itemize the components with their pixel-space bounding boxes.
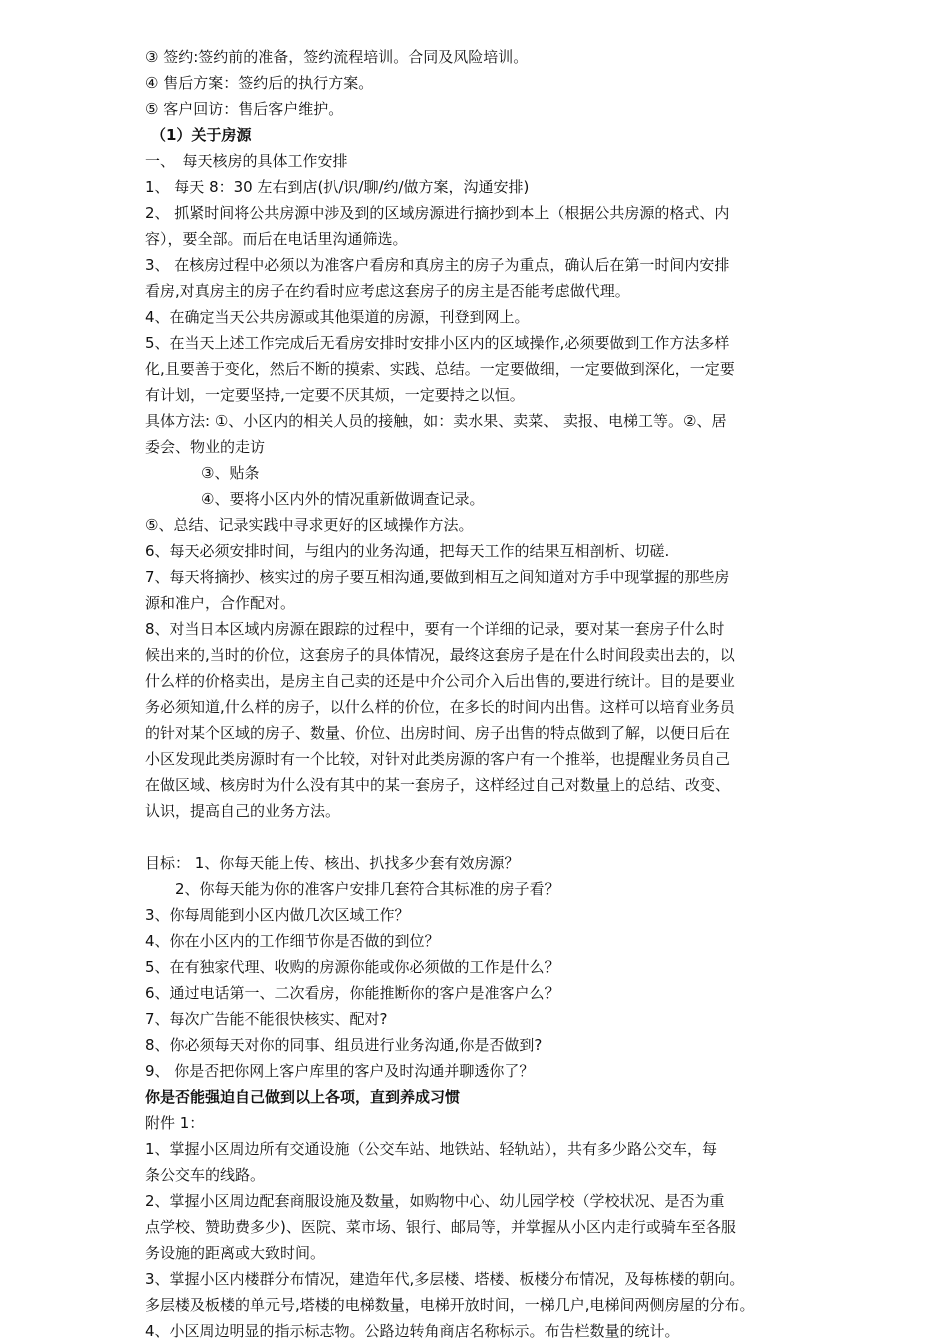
text-line: 条公交车的线路。 — [145, 1166, 266, 1184]
text-line: ④、要将小区内外的情况重新做调查记录。 — [201, 490, 485, 508]
text-line: 8、你必须每天对你的同事、组员进行业务沟通,你是否做到? — [145, 1036, 543, 1054]
text-line: 附件 1： — [145, 1114, 205, 1132]
text-line: 委会、物业的走访 — [145, 438, 266, 456]
text-line: 1、 每天 8：30 左右到店(扒/识/聊/约/做方案，沟通安排) — [145, 178, 530, 196]
text-line: 在做区域、核房时为什么没有其中的某一套房子，这样经过自己对数量上的总结、改变、 — [145, 776, 731, 794]
text-line: 7、每次广告能不能很快核实、配对? — [145, 1010, 388, 1028]
text-line: ③、贴条 — [201, 464, 260, 482]
text-line: 3、你每周能到小区内做几次区域工作？ — [145, 906, 410, 924]
text-line: 5、在有独家代理、收购的房源你能或你必须做的工作是什么？ — [145, 958, 560, 976]
text-line: 1、掌握小区周边所有交通设施（公交车站、地铁站、轻轨站），共有多少路公交车，每 — [145, 1140, 718, 1158]
text-line: 什么样的价格卖出，是房主自己卖的还是中介公司介入后出售的,要进行统计。目的是要业 — [145, 672, 735, 690]
text-line: 5、在当天上述工作完成后无看房安排时安排小区内的区域操作,必须要做到工作方法多样 — [145, 334, 730, 352]
text-line: 2、 抓紧时间将公共房源中涉及到的区域房源进行摘抄到本上（根据公共房源的格式、内 — [145, 204, 730, 222]
text-line: 8、对当日本区域内房源在跟踪的过程中，要有一个详细的记录，要对某一套房子什么时 — [145, 620, 725, 638]
text-line: 2、掌握小区周边配套商服设施及数量，如购物中心、幼儿园学校（学校状况、是否为重 — [145, 1192, 725, 1210]
text-line: 4、在确定当天公共房源或其他渠道的房源，刊登到网上。 — [145, 308, 530, 326]
text-line: ③ 签约:签约前的准备，签约流程培训。合同及风险培训。 — [145, 48, 529, 66]
text-line: 目标： 1、你每天能上传、核出、扒找多少套有效房源？ — [145, 854, 520, 872]
text-line: 7、每天将摘抄、核实过的房子要互相沟通,要做到相互之间知道对方手中现掌握的那些房 — [145, 568, 730, 586]
text-line: 看房,对真房主的房子在约看时应考虑这套房子的房主是否能考虑做代理。 — [145, 282, 630, 300]
emphasis-line: 你是否能强迫自己做到以上各项，直到养成习惯 — [145, 1088, 461, 1106]
text-line: 源和准户，合作配对。 — [145, 594, 296, 612]
text-line: 6、每天必须安排时间，与组内的业务沟通，把每天工作的结果互相剖析、切磋. — [145, 542, 670, 560]
text-line: 4、小区周边明显的指示标志物。公路边转角商店名称标示。布告栏数量的统计。 — [145, 1322, 680, 1340]
text-line: 6、通过电话第一、二次看房，你能推断你的客户是准客户么？ — [145, 984, 560, 1002]
text-line: ④ 售后方案：签约后的执行方案。 — [145, 74, 374, 92]
text-line: 有计划，一定要坚持,一定要不厌其烦，一定要持之以恒。 — [145, 386, 525, 404]
text-line: 候出来的,当时的价位，这套房子的具体情况，最终这套房子是在什么时间段卖出去的，以 — [145, 646, 735, 664]
text-line: 小区发现此类房源时有一个比较，对针对此类房源的客户有一个推举，也提醒业务员自己 — [145, 750, 731, 768]
text-line: ⑤、总结、记录实践中寻求更好的区域操作方法。 — [145, 516, 474, 534]
spacer — [145, 824, 810, 850]
text-line: 4、你在小区内的工作细节你是否做的到位？ — [145, 932, 440, 950]
text-line: 化,且要善于变化，然后不断的摸索、实践、总结。一定要做细，一定要做到深化，一定要 — [145, 360, 735, 378]
text-line: 点学校、赞助费多少)、医院、菜市场、银行、邮局等，并掌握从小区内走行或骑车至各服 — [145, 1218, 736, 1236]
section-heading: （1）关于房源 — [151, 126, 252, 144]
text-line: 3、 在核房过程中必须以为准客户看房和真房主的房子为重点，确认后在第一时间内安排 — [145, 256, 730, 274]
text-line: 务必须知道,什么样的房子，以什么样的价位，在多长的时间内出售。这样可以培育业务员 — [145, 698, 735, 716]
text-line: 2、你每天能为你的准客户安排几套符合其标准的房子看？ — [175, 880, 560, 898]
text-line: 具体方法: ①、小区内的相关人员的接触，如：卖水果、卖菜、 卖报、电梯工等。②、居 — [145, 412, 727, 430]
text-line: ⑤ 客户回访：售后客户维护。 — [145, 100, 344, 118]
text-line: 一、 每天核房的具体工作安排 — [145, 152, 348, 170]
text-line: 容），要全部。而后在电话里沟通筛选。 — [145, 230, 408, 248]
text-line: 9、 你是否把你网上客户库里的客户及时沟通并聊透你了？ — [145, 1062, 535, 1080]
text-line: 务设施的距离或大致时间。 — [145, 1244, 326, 1262]
text-line: 3、掌握小区内楼群分布情况，建造年代,多层楼、塔楼、板楼分布情况，及每栋楼的朝向。 — [145, 1270, 745, 1288]
text-line: 的针对某个区域的房子、数量、价位、出房时间、房子出售的特点做到了解，以便日后在 — [145, 724, 731, 742]
text-line: 认识，提高自己的业务方法。 — [145, 802, 341, 820]
text-line: 多层楼及板楼的单元号,塔楼的电梯数量，电梯开放时间，一梯几户,电梯间两侧房屋的分布。 — [145, 1296, 755, 1314]
